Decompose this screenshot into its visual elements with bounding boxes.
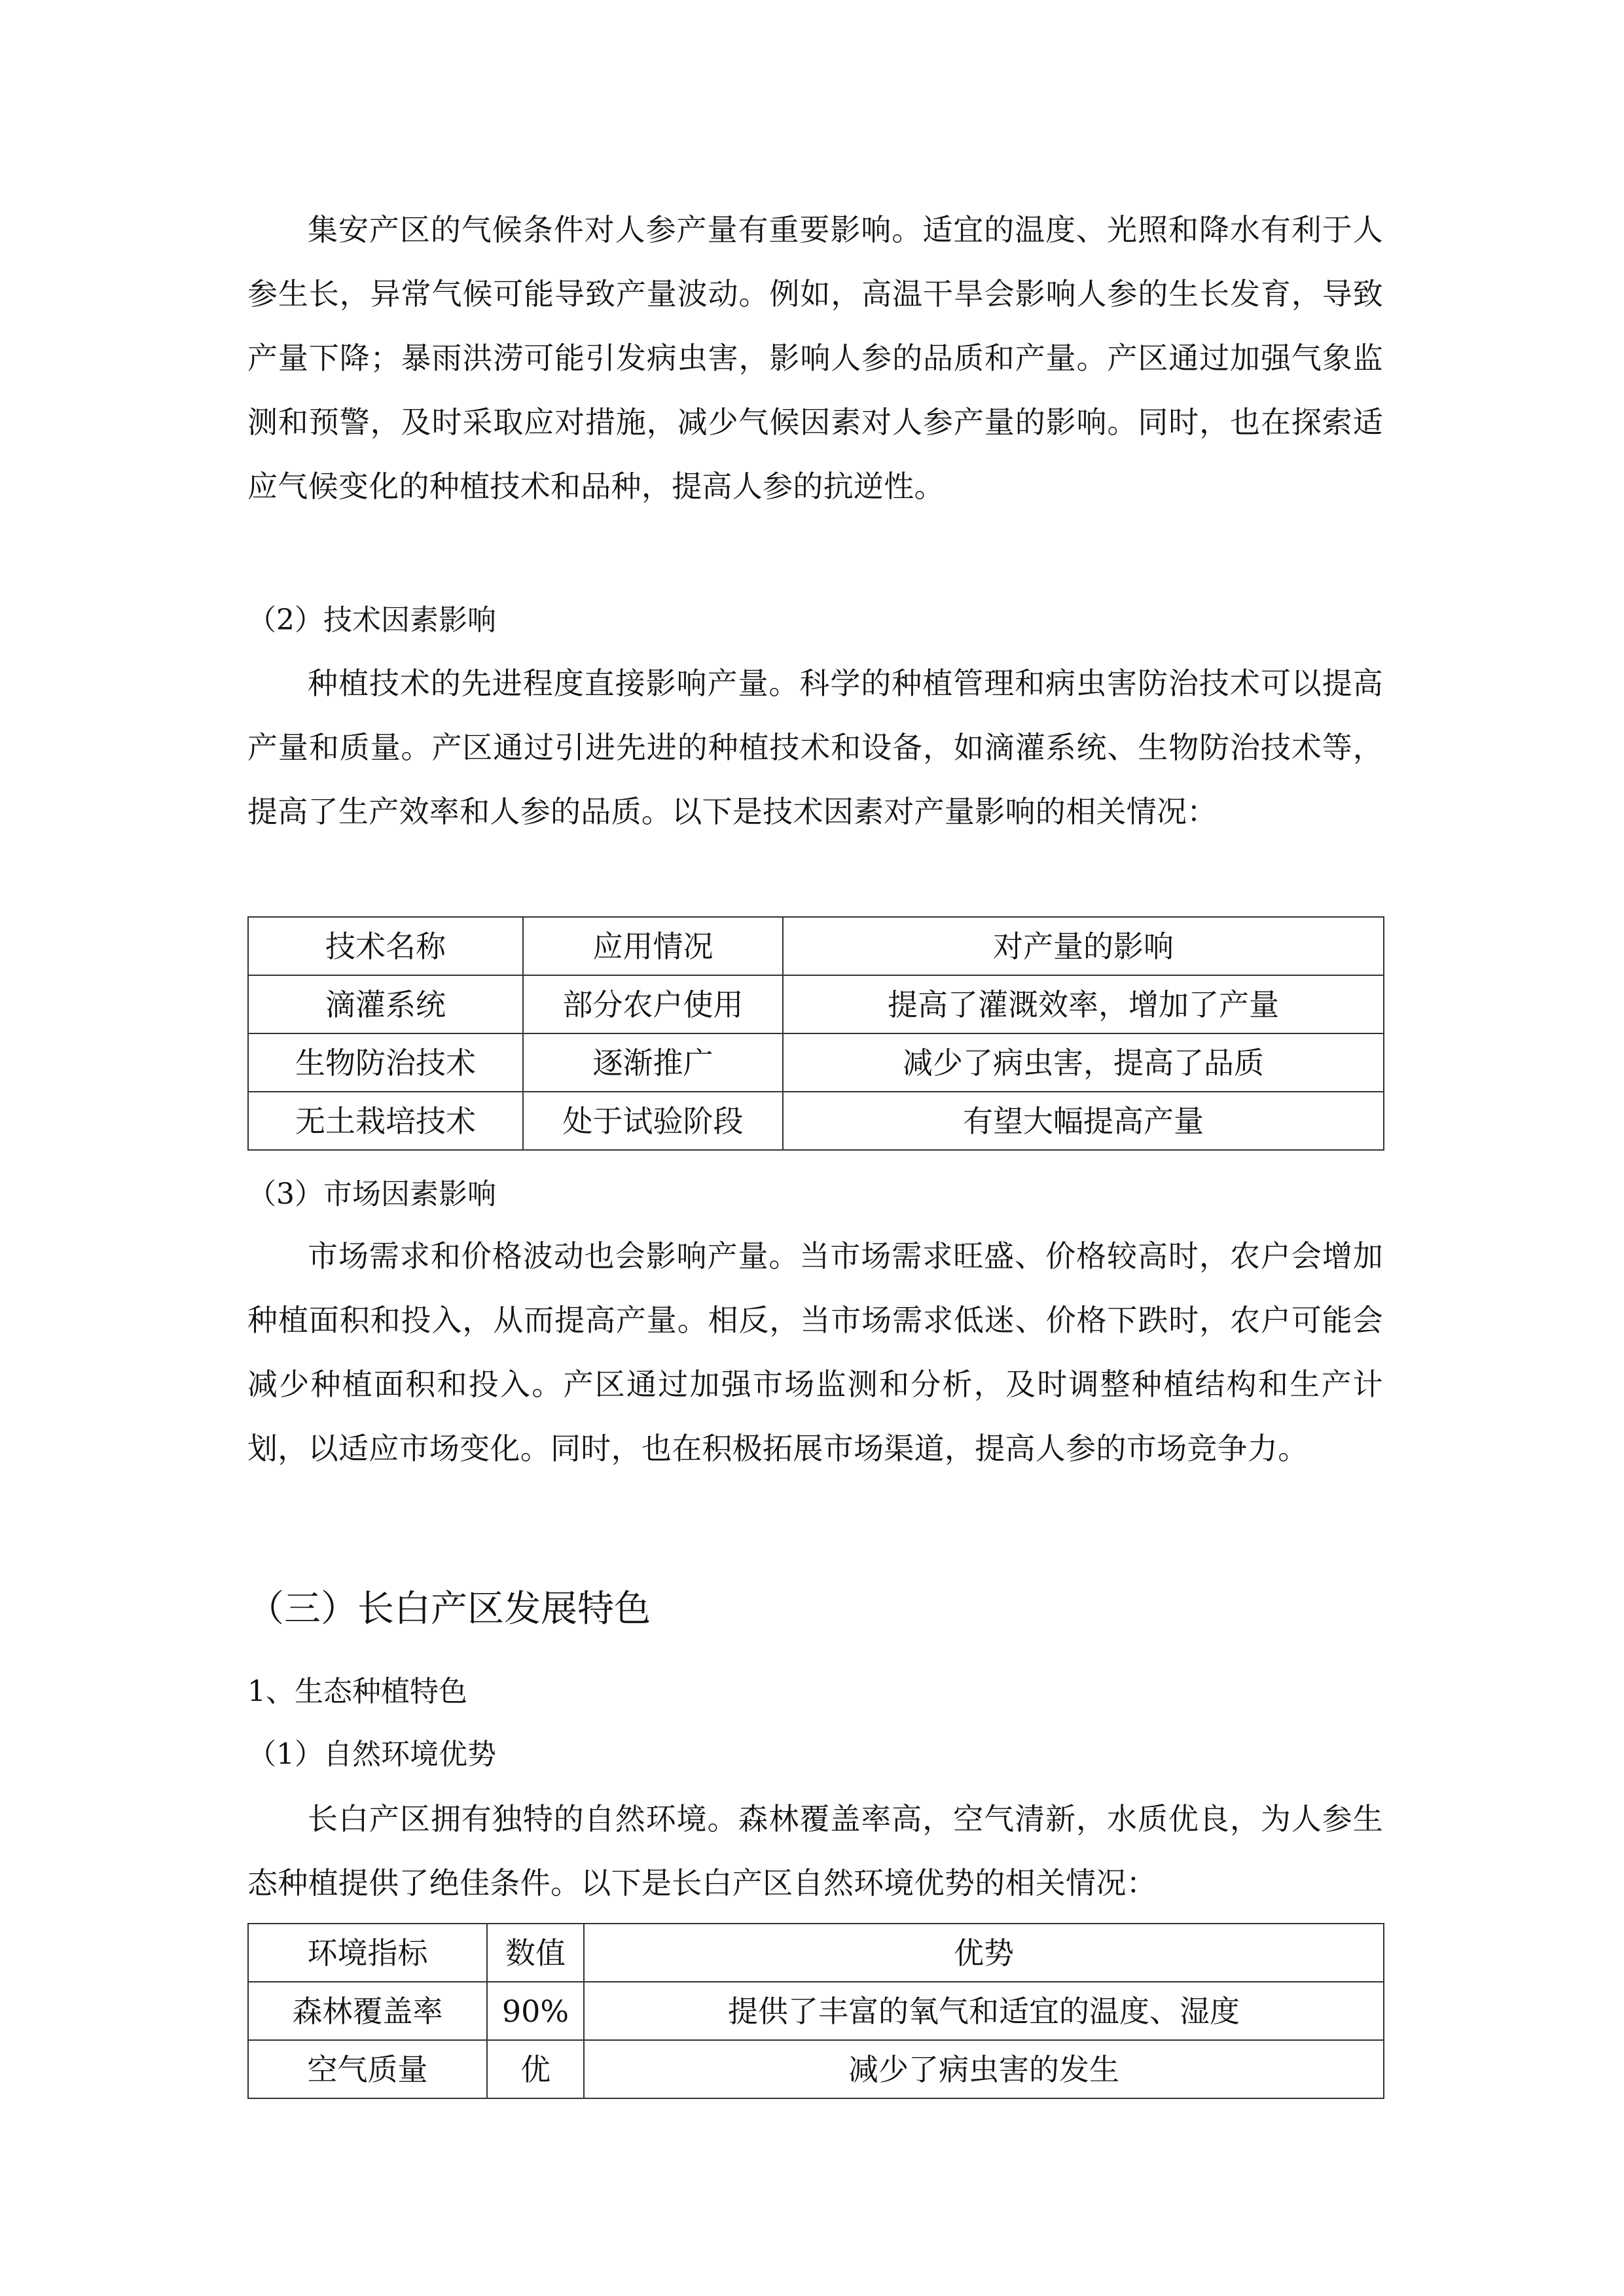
table-cell: 逐渐推广 xyxy=(523,1033,783,1092)
table-header-cell: 技术名称 xyxy=(248,917,523,975)
environment-table xyxy=(247,1923,1384,2099)
table-row xyxy=(248,2040,1384,2098)
table-cell: 处于试验阶段 xyxy=(523,1092,783,1150)
section-title: （三）长白产区发展特色 xyxy=(247,1588,651,1630)
table-header-cell: 环境指标 xyxy=(248,1924,487,1982)
heading-natural-environment: （1）自然环境优势 xyxy=(247,1738,496,1771)
table-row xyxy=(248,975,1384,1033)
heading-market-factors: （3）市场因素影响 xyxy=(247,1177,496,1211)
table-cell: 森林覆盖率 xyxy=(248,1982,487,2040)
table-cell: 优 xyxy=(487,2040,584,2098)
tech-table xyxy=(247,916,1384,1151)
table-cell: 无土栽培技术 xyxy=(248,1092,523,1150)
table-row xyxy=(248,1982,1384,2040)
table-row xyxy=(248,1033,1384,1092)
paragraph-environment: 长白产区拥有独特的自然环境。森林覆盖率高，空气清新，水质优良，为人参生态种植提供了绝佳条件。以下是长白产区自然环境优势的相关情况： xyxy=(247,1801,1383,1901)
paragraph-climate: 集安产区的气候条件对人参产量有重要影响。适宜的温度、光照和降水有利于人参生长，异常气候可能导致产量波动。例如，高温干旱会影响人参的生长发育，导致产量下降；暴雨洪涝可能引发病虫害，影响人参的品质和产量。产区通过加强气象监测和预警，及时采取应对措施，减少气候因素对人参产量的影响。同时，也在探索适应气候变化的种植技术和品种，提高人参的抗逆性。 xyxy=(247,212,1383,504)
table-cell: 空气质量 xyxy=(248,2040,487,2098)
table-cell: 滴灌系统 xyxy=(248,975,523,1033)
table-header-row xyxy=(248,1924,1384,1982)
table-cell: 提高了灌溉效率，增加了产量 xyxy=(783,975,1384,1033)
paragraph-market: 市场需求和价格波动也会影响产量。当市场需求旺盛、价格较高时，农户会增加种植面积和投入，从而提高产量。相反，当市场需求低迷、价格下跌时，农户可能会减少种植面积和投入。产区通过加强市场监测和分析，及时调整种植结构和生产计划，以适应市场变化。同时，也在积极拓展市场渠道，提高人参的市场竞争力。 xyxy=(247,1238,1383,1466)
paragraph-tech: 种植技术的先进程度直接影响产量。科学的种植管理和病虫害防治技术可以提高产量和质量。产区通过引进先进的种植技术和设备，如滴灌系统、生物防治技术等，提高了生产效率和人参的品质。以下是技术因素对产量影响的相关情况： xyxy=(247,666,1383,829)
table-cell: 提供了丰富的氧气和适宜的温度、湿度 xyxy=(584,1982,1384,2040)
subsection-title: 1、生态种植特色 xyxy=(247,1675,467,1708)
table-cell: 减少了病虫害，提高了品质 xyxy=(783,1033,1384,1092)
table-header-cell: 对产量的影响 xyxy=(783,917,1384,975)
table-header-cell: 数值 xyxy=(487,1924,584,1982)
table-cell: 生物防治技术 xyxy=(248,1033,523,1092)
table-cell: 有望大幅提高产量 xyxy=(783,1092,1384,1150)
table-cell: 减少了病虫害的发生 xyxy=(584,2040,1384,2098)
table-header-row xyxy=(248,917,1384,975)
table-header-cell: 应用情况 xyxy=(523,917,783,975)
table-cell: 90% xyxy=(487,1982,584,2040)
table-header-cell: 优势 xyxy=(584,1924,1384,1982)
heading-tech-factors: （2）技术因素影响 xyxy=(247,603,496,637)
table-row xyxy=(248,1092,1384,1150)
table-cell: 部分农户使用 xyxy=(523,975,783,1033)
